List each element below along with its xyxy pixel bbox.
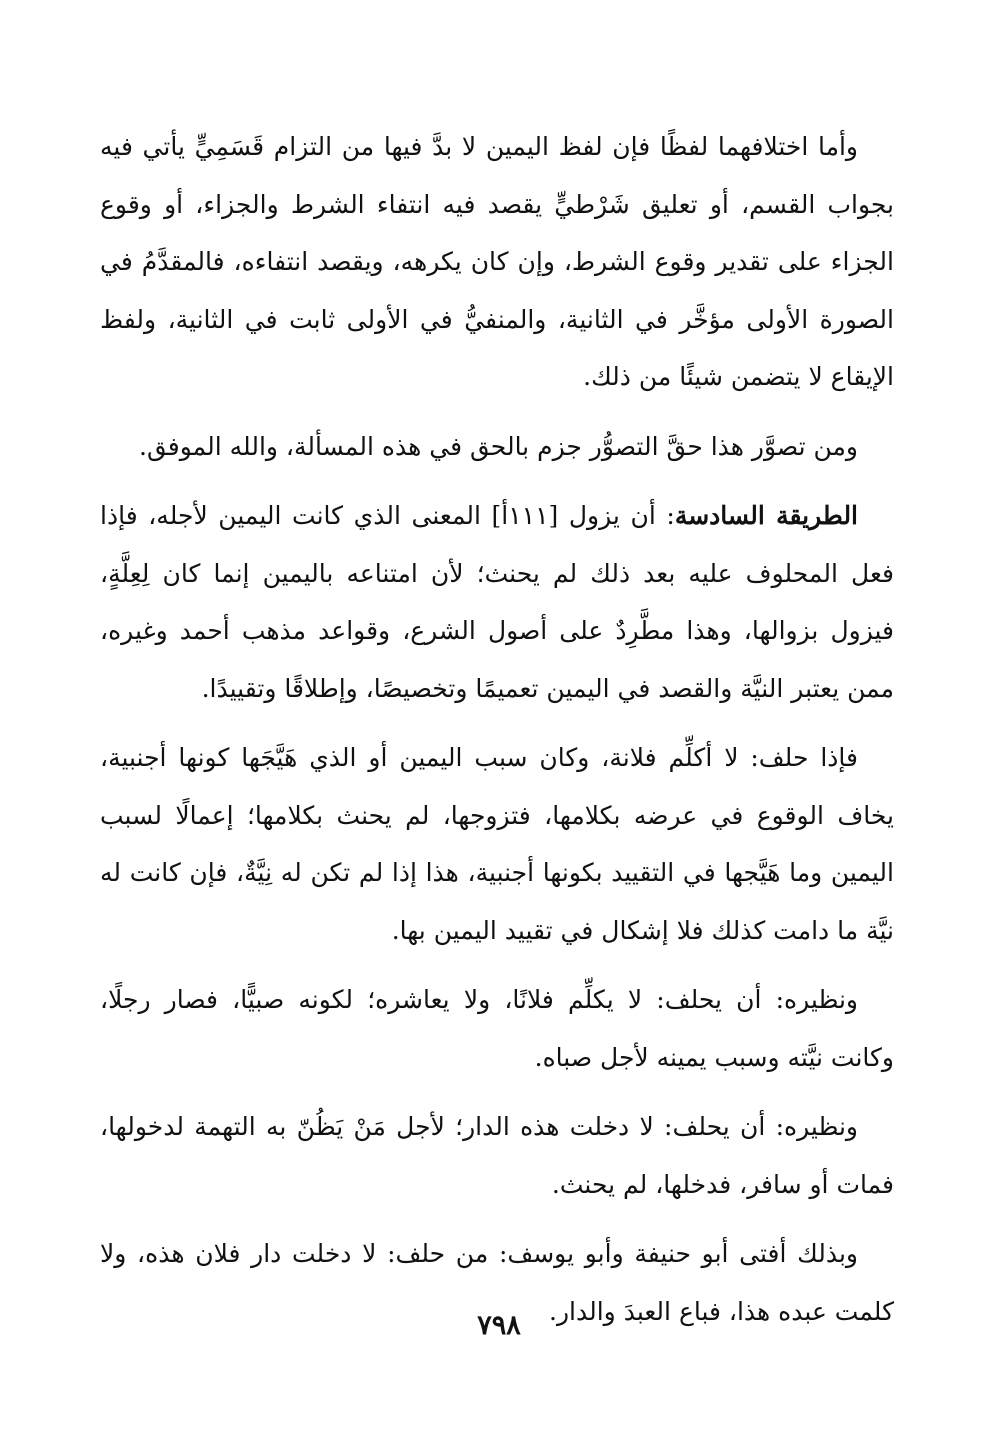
section-heading: الطريقة السادسة (674, 501, 859, 530)
page-number: ٧٩٨ (477, 1310, 521, 1341)
paragraph-2-text: ومن تصوَّر هذا حقَّ التصوُّر جزم بالحق في هذه المسألة، والله الموفق. (139, 431, 858, 461)
paragraph-6 (100, 1098, 894, 1213)
paragraph-5 (100, 971, 894, 1086)
paragraph-4-text: فإذا حلف: لا أكلِّم فلانة، وكان سبب اليمين أو الذي هَيَّجَها كونها أجنبية، يخاف الوقوع في عرضه بكلامها، فتزوجها، لم يحنث بكلامها؛ إعمالًا لسبب اليمين وما هَيَّجها في التقييد بكونها أجنبية، هذا إذا لم تكن له نِيَّةٌ، فإن كانت له نيَّة ما دامت كذلك فلا إشكال في تقييد اليمين بها. (100, 743, 894, 945)
paragraph-6-text: ونظيره: أن يحلف: لا دخلت هذه الدار؛ لأجل مَنْ يَظُنّ به التهمة لدخولها، فمات أو سافر، فدخلها، لم يحنث. (100, 1112, 894, 1199)
paragraph-4 (100, 729, 894, 959)
paragraph-2 (100, 418, 894, 476)
paragraph-5-text: ونظيره: أن يحلف: لا يكلِّم فلانًا، ولا يعاشره؛ لكونه صبيًّا، فصار رجلًا، وكانت نيَّته وسبب يمينه لأجل صباه. (100, 985, 894, 1072)
paragraph-7-text: وبذلك أفتى أبو حنيفة وأبو يوسف: من حلف: لا دخلت دار فلان هذه، ولا كلمت عبده هذا، فباع العبدَ والدار. (100, 1239, 894, 1326)
paragraph-3 (100, 487, 894, 717)
paragraph-3-text: : أن يزول [١١١أ] المعنى الذي كانت اليمين لأجله، فإذا فعل المحلوف عليه بعد ذلك لم يحنث؛ لأن امتناعه باليمين إنما كان لِعِلَّةٍ، فيزول بزوالها، وهذا مطَّرِدٌ على أصول الشرع، وقواعد مذهب أحمد وغيره، ممن يعتبر النيَّة والقصد في اليمين تعميمًا وتخصيصًا، وإطلاقًا وتقييدًا. (100, 501, 894, 703)
paragraph-1-text: وأما اختلافهما لفظًا فإن لفظ اليمين لا بدَّ فيها من التزام قَسَمِيٍّ يأتي فيه بجواب القسم، أو تعليق شَرْطيٍّ يقصد فيه انتفاء الشرط والجزاء، أو وقوع الجزاء على تقدير وقوع الشرط، وإن كان يكرهه، ويقصد انتفاءه، فالمقدَّمُ في الصورة الأولى مؤخَّر في الثانية، والمنفيُّ في الأولى ثابت في الثانية، ولفظ الإيقاع لا يتضمن شيئًا من ذلك. (100, 132, 894, 391)
page-body-text (100, 118, 894, 1352)
paragraph-1 (100, 118, 894, 406)
